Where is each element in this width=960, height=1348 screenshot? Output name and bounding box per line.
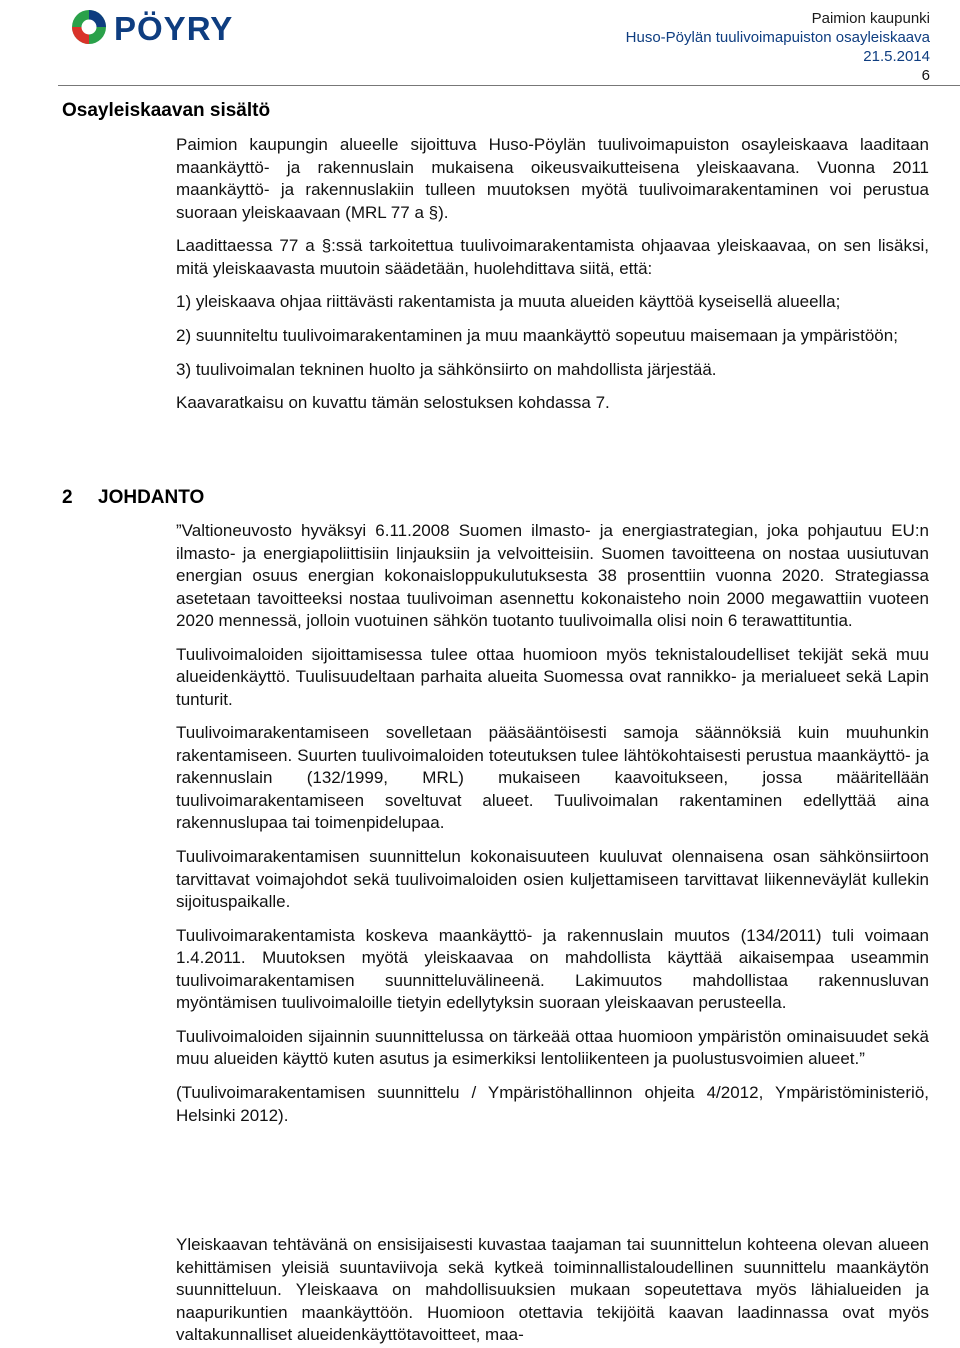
header-project: Huso-Pöylän tuulivoimapuiston osayleiskaava [625, 29, 930, 46]
header-city: Paimion kaupunki [811, 10, 930, 27]
header-date: 21.5.2014 [863, 48, 930, 65]
section-introduction-continuation [176, 1234, 929, 1347]
list-item: 1) yleiskaava ohjaa riittävästi rakentamista ja muuta alueiden käyttöä kyseisellä alueella; [176, 292, 841, 312]
source-citation: (Tuulivoimarakentamisen suunnittelu / Ympäristöhallinnon ohjeita 4/2012, Ympäristöministeriö, Helsinki 2012). [176, 1083, 929, 1125]
paragraph: Paimion kaupungin alueelle sijoittuva Huso-Pöylän tuulivoimapuiston osayleiskaava laaditaan maankäyttö- ja rakennuslain mukaisena oikeusvaikutteisena yleiskaavana. Vuonna 2011 maankäyttö- ja rakennuslakiin tulleen muutoksen myötä tuulivoimarakentaminen voi perustua suoraan yleiskaavaan (MRL 77 a §). [176, 135, 929, 222]
section-introduction-body [176, 520, 929, 1127]
logo-wordmark: PÖYRY [114, 10, 234, 47]
section-heading-introduction [62, 487, 204, 509]
quote-paragraph: Tuulivoimarakentamisen suunnittelun kokonaisuuteen kuuluvat olennaisena osan sähkönsiirtoon tarvittavat voimajohdot sekä tuulivoimaloiden osien kuljettamiseen tarvittavat liikenneväylät kullekin sijoituspaikalle. [176, 847, 929, 912]
paragraph: Kaavaratkaisu on kuvattu tämän selostuksen kohdassa 7. [176, 393, 610, 413]
quote-paragraph: ”Valtioneuvosto hyväksyi 6.11.2008 Suomen ilmasto- ja energiastrategian, joka pohjautuu EU:n ilmasto- ja energiapoliittisiin linjauksiin ja velvoitteisiin. Suomen tavoitteena on nostaa uusiutuvan energian osuus energian kokonaisloppukulutuksesta 38 prosenttiin vuonna 2020. Strategiassa asetetaan tavoitteeksi nostaa tuulivoiman asennettu kokonaisteho noin 2000 megawattiin vuoteen 2020 mennessä, jolloin vuotuinen sähkön tuotanto tuulivoimalla olisi noin 6 terawattituntia. [176, 521, 929, 630]
paragraph: Laadittaessa 77 a §:ssä tarkoitettua tuulivoimarakentamista ohjaavaa yleiskaavaa, on sen lisäksi, mitä yleiskaavasta muutoin säädetään, huolehdittava siitä, että: [176, 236, 929, 278]
header-divider [58, 85, 960, 86]
poyry-logo [70, 6, 302, 48]
section-title: JOHDANTO [98, 487, 205, 508]
quote-paragraph: Tuulivoimarakentamista koskeva maankäyttö- ja rakennuslain muutos (134/2011) tuli voimaan 1.4.2011. Muutoksen myötä yleiskaavaa on mahdollista käyttää aikaisempaa useammin tuulivoimarakentamisen suunnitteluvälineenä. Lakimuutos mahdollistaa rakennusluvan myöntämisen tuulivoimaloille tietyin edellytyksin suoraan yleiskaavan perusteella. [176, 925, 929, 1013]
paragraph: Yleiskaavan tehtävänä on ensisijaisesti kuvastaa taajaman tai suunnittelun kohteena olevan alueen kehittämisen yleisiä suuntaviivoja sekä kytkeä toiminnallistaloudellinen suunnittelu maankäytön suunnitteluun. Yleiskaava on mahdollisuuksien mukaan sopeutettava myös lähialueiden ja naapurikuntien maankäyttöön. Huomioon otettavia tekijöitä kaavan laadinnassa ovat myös valtakunnalliset alueidenkäyttötavoitteet, maa- [176, 1235, 929, 1344]
poyry-logo-icon [70, 6, 302, 48]
list-item: 2) suunniteltu tuulivoimarakentaminen ja muu maankäyttö sopeutuu maisemaan ja ympäristöön; [176, 326, 898, 346]
quote-paragraph: Tuulivoimaloiden sijoittamisessa tulee ottaa huomioon myös teknistaloudelliset tekijät sekä muu alueidenkäyttö. Tuulisuudeltaan parhaita alueita Suomessa ovat rannikko- ja merialueet sekä Lapin tunturit. [176, 644, 929, 709]
section-contents-body [176, 134, 929, 415]
section-number: 2 [62, 487, 73, 508]
page-number: 6 [921, 67, 930, 84]
section-heading-contents: Osayleiskaavan sisältö [62, 100, 271, 121]
quote-paragraph: Tuulivoimaloiden sijainnin suunnittelussa on tärkeää ottaa huomioon ympäristön ominaisuudet sekä muu alueiden käyttö kuten asutus ja esimerkiksi lentoliikenteen ja puolustusvoimien alueet.” [176, 1026, 929, 1069]
quote-paragraph: Tuulivoimarakentamiseen sovelletaan pääsääntöisesti samoja säännöksiä kuin muuhunkin rakentamiseen. Suurten tuulivoimaloiden toteutuksen tulee lähtökohtaisesti perustua maankäyttö- ja rakennuslain (132/1999, MRL) mukaiseen kaavoitukseen, jossa määritellään tuulivoimarakentamiseen soveltuvat alueet. Tuulivoimalan rakentaminen edellyttää aina rakennuslupaa tai toimenpidelupaa. [176, 723, 929, 833]
list-item: 3) tuulivoimalan tekninen huolto ja sähkönsiirto on mahdollista järjestää. [176, 359, 717, 379]
